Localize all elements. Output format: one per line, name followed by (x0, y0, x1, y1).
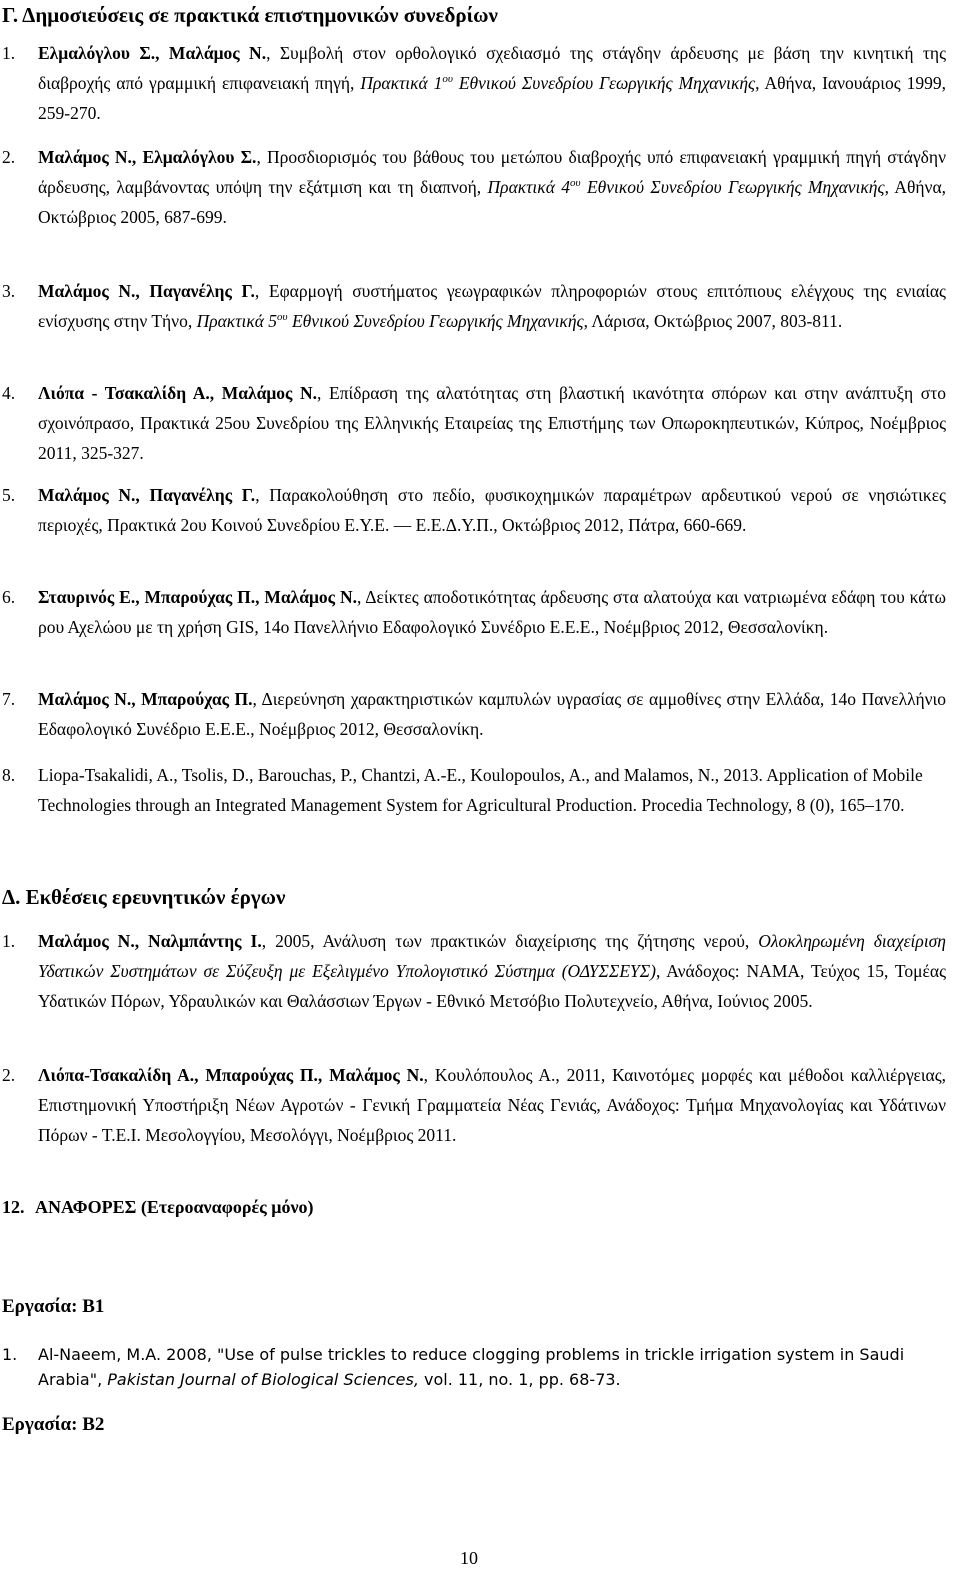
item-details: , Αθήνα, Οκτώβριος 2005, 687-699. (38, 177, 946, 227)
item-number: 6. (2, 587, 16, 607)
reference-details: vol. 11, no. 1, pp. 68-73. (418, 1370, 621, 1389)
ordinal-suffix: ου (277, 311, 288, 324)
item-number: 8. (2, 765, 16, 785)
item-body: , Διερεύνηση χαρακτηριστικών καμπυλών υγρασίας σε αμμοθίνες στην Ελλάδα, 14ο Πανελλήνιο Εδαφολογικό Συνέδριο Ε.Ε.Ε., Νοέμβριος 2012, Θεσσαλονίκη. (38, 689, 946, 739)
item-number: 7. (2, 689, 16, 709)
item-text (38, 760, 946, 820)
section-12-number: 12. (2, 1197, 25, 1217)
item-details: , Λάρισα, Οκτώβριος 2007, 803-811. (583, 311, 843, 331)
item-text (38, 1060, 946, 1150)
item-body: , 2005, Ανάλυση των πρακτικών διαχείρισης της ζήτησης νερού, (261, 931, 759, 951)
reference-item (2, 1342, 946, 1392)
item-authors: Μαλάμος Ν., Ελμαλόγλου Σ. (38, 147, 257, 167)
reference-text: Al-Naeem, M.A. 2008, "Use of pulse trickles to reduce clogging problems in trickle irrigation system in Saudi Arabia", (38, 1345, 905, 1389)
item-number: 2. (2, 147, 16, 167)
item-text (38, 480, 946, 540)
item-body: , Εφαρμογή συστήματος γεωγραφικών πληροφοριών στους επιτόπιους ελέγχους της ενιαίας ενίσχυσης στην Τήνο, (38, 281, 946, 331)
item-text (38, 582, 946, 642)
item-body: , Συμβολή στον ορθολογικό σχεδιασμό της στάγδην άρδευσης με βάση την κινητική της διαβροχής από γραμμική επιφανειακή πηγή, (38, 43, 946, 93)
item-body: , Επίδραση της αλατότητας στη βλαστική ικανότητα σπόρων και στην ανάπτυξη στο σχοινόπρασο, Πρακτικά 25ου Συνεδρίου της Ελληνικής Εταιρείας της Επιστήμης των Οπωροκηπευτικών, Κύπρος, Νοέμβριος 2011, 325-327. (38, 383, 946, 463)
reference-journal: Pakistan Journal of Biological Sciences, (107, 1370, 419, 1389)
list-item (2, 480, 946, 540)
list-item (2, 38, 946, 128)
item-proceedings: Πρακτικά 1 (360, 73, 443, 93)
item-text (38, 378, 946, 468)
item-proceedings-cont: Εθνικού Συνεδρίου Γεωργικής Μηχανικής (452, 73, 756, 93)
ordinal-suffix: ου (442, 73, 453, 86)
item-number: 3. (2, 281, 16, 301)
list-item (2, 684, 946, 744)
item-authors: Μαλάμος Ν., Παγανέλης Γ. (38, 485, 256, 505)
ordinal-suffix: ου (570, 177, 581, 190)
list-item (2, 142, 946, 232)
item-text (38, 276, 946, 336)
item-number: 5. (2, 485, 16, 505)
item-text (38, 926, 946, 1016)
item-body: , Κουλόπουλος Α., 2011, Καινοτόμες μορφές και μέθοδοι καλλιέργειας, Επιστημονική Υποστήριξη Νέων Αγροτών - Γενική Γραμματεία Νέας Γενιάς, Ανάδοχος: Τμήμα Μηχανολογίας και Υδάτινων Πόρων - Τ.Ε.Ι. Μεσολογγίου, Μεσολόγγι, Νοέμβριος 2011. (38, 1065, 946, 1145)
item-authors: Λιόπα-Τσακαλίδη Α., Μπαρούχας Π., Μαλάμος Ν. (38, 1065, 424, 1085)
item-body: Liopa-Tsakalidi, A., Tsolis, D., Barouchas, P., Chantzi, A.-E., Koulopoulos, A., and Malamos, N., 2013. Application of Mobile Technologies through an Integrated Management System for Agricultural Production. Procedia Technology, 8 (0), 165–170. (38, 765, 923, 815)
item-proceedings-cont: Εθνικού Συνεδρίου Γεωργικής Μηχανικής (580, 177, 885, 197)
list-item (2, 1060, 946, 1150)
item-proceedings-cont: Εθνικού Συνεδρίου Γεωργικής Μηχανικής (287, 311, 584, 331)
list-item (2, 378, 946, 468)
list-item (2, 276, 946, 336)
item-text (38, 1342, 946, 1392)
item-text (38, 38, 946, 128)
item-body: , Παρακολούθηση στο πεδίο, φυσικοχημικών παραμέτρων αρδευτικού νερού σε νησιώτικες περιοχές, Πρακτικά 2ου Κοινού Συνεδρίου Ε.Υ.Ε. — Ε.Ε.Δ.Υ.Π., Οκτώβριος 2012, Πάτρα, 660-669. (38, 485, 946, 535)
section-12-title: ΑΝΑΦΟΡΕΣ (Ετεροαναφορές μόνο) (35, 1197, 314, 1217)
page-number: 10 (460, 1548, 478, 1568)
item-details: , Αθήνα, Ιανουάριος 1999, 259-270. (38, 73, 946, 123)
item-body: , Δείκτες αποδοτικότητας άρδευσης στα αλατούχα και νατριωμένα εδάφη του κάτω ρου Αχελώου με τη χρήση GIS, 14ο Πανελλήνιο Εδαφολογικό Συνέδριο Ε.Ε.Ε., Νοέμβριος 2012, Θεσσαλονίκη. (38, 587, 947, 637)
section-g-heading: Γ. Δημοσιεύσεις σε πρακτικά επιστημονικών συνεδρίων (2, 3, 498, 27)
item-number: 1. (2, 1345, 18, 1364)
item-authors: Μαλάμος Ν., Ναλμπάντης Ι. (38, 931, 262, 951)
item-authors: Μαλάμος Ν., Μπαρούχας Π. (38, 689, 253, 709)
item-authors: Λιόπα - Τσακαλίδη Α., Μαλάμος Ν. (38, 383, 318, 403)
section-d-heading: Δ. Εκθέσεις ερευνητικών έργων (2, 885, 286, 909)
item-authors: Ελμαλόγλου Σ., Μαλάμος Ν. (38, 43, 267, 63)
work-b2-heading: Εργασία: Β2 (2, 1414, 105, 1435)
item-authors: Σταυρινός Ε., Μπαρούχας Π., Μαλάμος Ν. (38, 587, 357, 607)
work-b1-heading: Εργασία: Β1 (2, 1296, 105, 1317)
item-text (38, 684, 946, 744)
item-number: 1. (2, 43, 16, 63)
item-proceedings: Πρακτικά 4 (487, 177, 571, 197)
item-body: , Προσδιορισμός του βάθους του μετώπου διαβροχής υπό επιφανειακή γραμμική πηγή στάγδην άρδευσης, λαμβάνοντας υπόψη την εξάτμιση και τη διαπνοή, (38, 147, 946, 197)
section-12-heading (2, 1194, 314, 1220)
list-item (2, 582, 946, 642)
item-number: 2. (2, 1065, 16, 1085)
item-proceedings: Πρακτικά 5 (196, 311, 278, 331)
item-number: 4. (2, 383, 16, 403)
list-item (2, 760, 946, 820)
list-item (2, 926, 946, 1016)
item-project-title: Ολοκληρωμένη διαχείριση Υδατικών Συστημάτων σε Σύζευξη με Εξελιγμένο Υπολογιστικό Σύστημα (ΟΔΥΣΣΕΥΣ) (38, 931, 946, 981)
item-details: , Ανάδοχος: ΝΑΜΑ, Τεύχος 15, Τομέας Υδατικών Πόρων, Υδραυλικών και Θαλάσσιων Έργων - Εθνικό Μετσόβιο Πολυτεχνείο, Αθήνα, Ιούνιος 2005. (38, 961, 946, 1011)
item-authors: Μαλάμος Ν., Παγανέλης Γ. (38, 281, 255, 301)
item-number: 1. (2, 931, 16, 951)
item-text (38, 142, 946, 232)
